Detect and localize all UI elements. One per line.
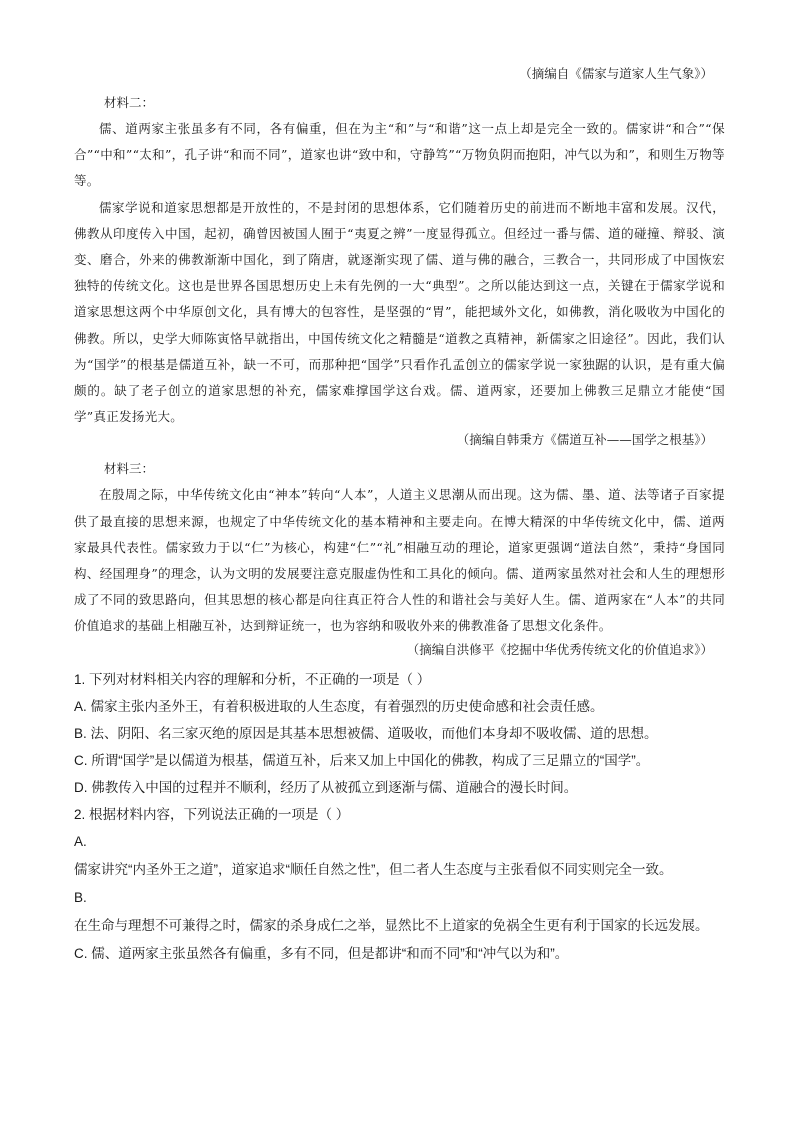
material3-source: （摘编自洪修平《挖掘中华优秀传统文化的价值追求》） bbox=[406, 641, 713, 657]
question-1-option-a: A. 儒家主张内圣外王，有着积极进取的人生态度，有着强烈的历史使命感和社会责任感。 bbox=[74, 698, 604, 714]
question-1-option-d: D. 佛教传入中国的过程并不顺利，经历了从被孤立到逐渐与儒、道融合的漫长时间。 bbox=[74, 779, 578, 795]
question-1-option-c: C. 所谓“国学”是以儒道为根基，儒道互补，后来又加上中国化的佛教，构成了三足鼎立的“国学”。 bbox=[74, 752, 650, 768]
material2-paragraph-2: 儒家学说和道家思想都是开放性的，不是封闭的思想体系，它们随着历史的前进而不断地丰富和发展。汉代，佛教从印度传入中国，起初，确曾因被国人囿于“夷夏之辨”一度显得孤立。但经过一番与儒、道的碰撞、辩驳、演变、磨合，外来的佛教渐渐中国化，到了隋唐，就逐渐实现了儒、道与佛的融合，三教合一，共同形成了中国恢宏独特的传统文化。这也是世界各国思想历史上未有先例的一大“典型”。之所以能达到这一点，关键在于儒家学说和道家思想这两个中华原创文化，具有博大的包容性，是坚强的“胃”，能把域外文化，如佛教，消化吸收为中国化的佛教。所以，史学大师陈寅恪早就指出，中国传统文化之精髓是“道教之真精神，新儒家之旧途径”。因此，我们认为“国学”的根基是儒道互补，缺一不可，而那种把“国学”只看作孔孟创立的儒家学说一家独踞的认识，是有重大偏颇的。缺了老子创立的道家思想的补充，儒家难撑国学这台戏。儒、道两家，还要加上佛教三足鼎立才能使“国学”真正发扬光大。 bbox=[74, 199, 725, 425]
material2-paragraph-1: 儒、道两家主张虽多有不同，各有偏重，但在为主“和”与“和谐”这一点上却是完全一致的。儒家讲“和合”“保合”“中和”“太和”，孔子讲“和而不同”，道家也讲“致中和，守静笃”“万物负阴而抱阳，冲气以为和”，和则生万物等等。 bbox=[74, 121, 725, 189]
material1-source: （摘编自《儒家与道家人生气象》） bbox=[519, 66, 713, 81]
material3-paragraph-1: 在殷周之际，中华传统文化由“神本”转向“人本”，人道主义思潮从而出现。这为儒、墨、道、法等诸子百家提供了最直接的思想来源，也规定了中华传统文化的基本精神和主要走向。在博大精深的中华传统文化中，儒、道两家最具代表性。儒家致力于以“仁”为核心，构建“仁”“礼”相融互动的理论，道家更强调“道法自然”，秉持“身国同构、经国理身”的理念，认为文明的发展要注意克服虚伪性和工具化的倾向。儒、道两家虽然对社会和人生的理想形成了不同的致思路向，但其思想的核心都是向往真正符合人性的和谐社会与美好人生。儒、道两家在“人本”的共同价值追求的基础上相融互补，达到辩证统一，也为容纳和吸收外来的佛教准备了思想文化条件。 bbox=[74, 487, 725, 634]
material2-source: （摘编自韩秉方《儒道互补——国学之根基》） bbox=[456, 432, 713, 448]
question-2-option-a-label: A. bbox=[74, 833, 87, 849]
question-1 bbox=[74, 666, 725, 801]
material3-heading: 材料三： bbox=[104, 461, 155, 477]
question-1-option-b: B. 法、阴阳、名三家灭绝的原因是其基本思想被儒、道吸收，而他们本身却不吸收儒、道的思想。 bbox=[74, 725, 658, 741]
question-1-stem: 1. 下列对材料相关内容的理解和分析，不正确的一项是（ ） bbox=[74, 671, 431, 687]
question-2 bbox=[74, 801, 725, 967]
material2-heading: 材料二： bbox=[104, 95, 155, 110]
question-2-option-b-label: B. bbox=[74, 889, 87, 905]
question-2-option-c: C. 儒、道两家主张虽然各有偏重，多有不同，但是都讲“和而不同”和“冲气以为和”。 bbox=[74, 945, 569, 961]
question-2-stem: 2. 根据材料内容，下列说法正确的一项是（ ） bbox=[74, 806, 350, 822]
question-2-option-a-text: 儒家讲究“内圣外王之道”，道家追求“顺任自然之性”，但二者人生态度与主张看似不同实则完全一致。 bbox=[74, 861, 673, 877]
question-2-option-b-text: 在生命与理想不可兼得之时，儒家的杀身成仁之举，显然比不上道家的免祸全生更有利于国家的长远发展。 bbox=[74, 917, 709, 933]
